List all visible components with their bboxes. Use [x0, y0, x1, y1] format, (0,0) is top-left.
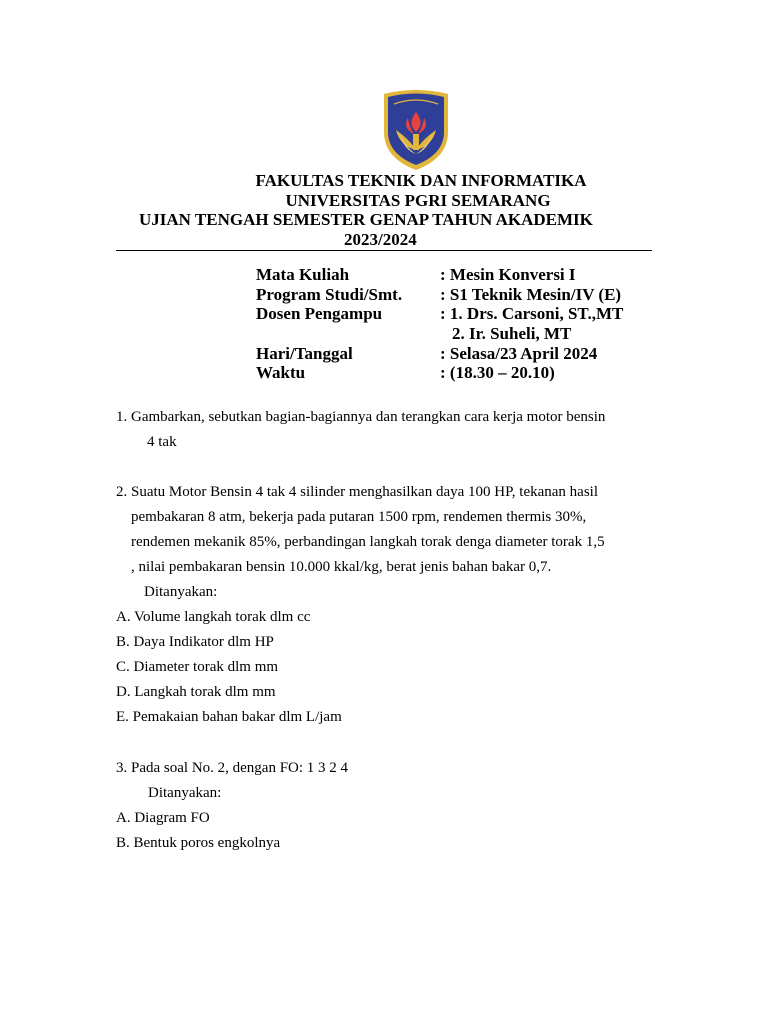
q2-asked: Ditanyakan:: [144, 584, 218, 600]
header-divider: [116, 250, 652, 251]
q2-line-4: , nilai pembakaran bensin 10.000 kkal/kg, berat jenis bahan bakar 0,7.: [131, 559, 552, 575]
course-value: : Mesin Konversi I: [440, 265, 576, 284]
q2-line-1: 2. Suatu Motor Bensin 4 tak 4 silinder menghasilkan daya 100 HP, tekanan hasil: [116, 484, 599, 500]
q3-asked: Ditanyakan:: [148, 785, 222, 801]
q2-item-c: C. Diameter torak dlm mm: [116, 659, 279, 675]
q2-line-3: rendemen mekanik 85%, perbandingan langkah torak denga diameter torak 1,5: [131, 534, 605, 550]
university-crest-icon: [380, 88, 452, 172]
lecturer-value-2: 2. Ir. Suheli, MT: [452, 324, 572, 344]
q2-item-a: A. Volume langkah torak dlm cc: [116, 609, 311, 625]
exam-title: UJIAN TENGAH SEMESTER GENAP TAHUN AKADEMIK: [139, 210, 593, 229]
q3-line-1: 3. Pada soal No. 2, dengan FO: 1 3 2 4: [116, 760, 349, 776]
academic-year: 2023/2024: [344, 230, 417, 249]
university-title: UNIVERSITAS PGRI SEMARANG: [285, 191, 551, 210]
lecturer-label: Dosen Pengampu: [256, 304, 383, 324]
university-logo: [380, 88, 452, 172]
q3-item-a: A. Diagram FO: [116, 810, 210, 826]
date-label: Hari/Tanggal: [256, 343, 353, 363]
q3-item-b: B. Bentuk poros engkolnya: [116, 835, 281, 851]
program-label: Program Studi/Smt.: [256, 284, 403, 304]
q2-item-b: B. Daya Indikator dlm HP: [116, 634, 274, 650]
faculty-title: FAKULTAS TEKNIK DAN INFORMATIKA: [255, 171, 587, 190]
program-value: : S1 Teknik Mesin/IV (E): [440, 284, 622, 304]
time-label: Waktu: [256, 363, 306, 383]
course-label: Mata Kuliah: [256, 265, 350, 284]
q1-line-2: 4 tak: [147, 434, 177, 450]
date-value: : Selasa/23 April 2024: [440, 343, 598, 363]
time-value: : (18.30 – 20.10): [440, 363, 555, 383]
q1-line-1: 1. Gambarkan, sebutkan bagian-bagiannya dan terangkan cara kerja motor bensin: [116, 409, 606, 425]
q2-item-d: D. Langkah torak dlm mm: [116, 684, 276, 700]
q2-item-e: E. Pemakaian bahan bakar dlm L/jam: [116, 709, 342, 725]
q2-line-2: pembakaran 8 atm, bekerja pada putaran 1500 rpm, rendemen thermis 30%,: [131, 509, 587, 525]
lecturer-value-1: : 1. Drs. Carsoni, ST.,MT: [440, 304, 624, 324]
